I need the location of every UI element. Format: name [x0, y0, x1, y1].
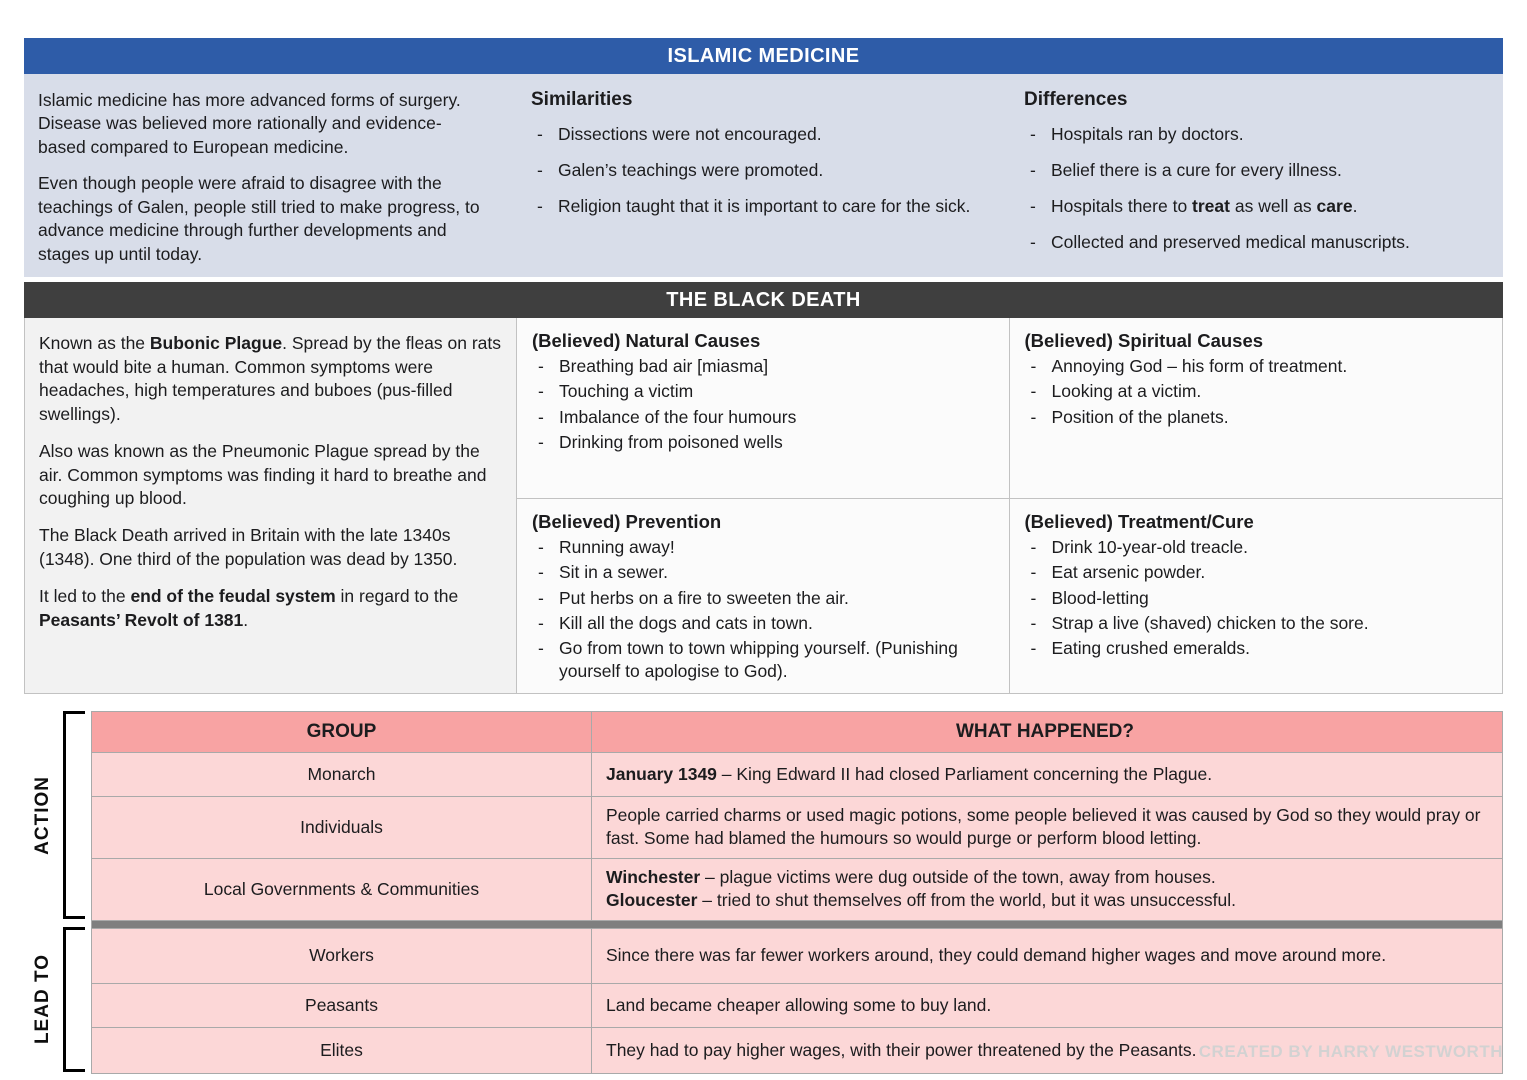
black-death-body	[24, 318, 1503, 694]
table-header-row	[92, 712, 1502, 752]
similarities-heading: Similarities	[531, 89, 633, 110]
description-cell	[592, 859, 1502, 920]
text-line: Winchester – plague victims were dug outside of the town, away from houses.	[606, 867, 1216, 888]
list-item: - Kill all the dogs and cats in town.	[532, 612, 995, 635]
group-column-header: GROUP	[92, 712, 592, 752]
list-item: - Belief there is a cure for every illness.	[1024, 159, 1493, 182]
list-item: - Annoying God – his form of treatment.	[1025, 355, 1489, 378]
list-item: - Go from town to town whipping yourself. (Punishing yourself to apologise to God).	[532, 637, 995, 683]
text-line: The Black Death arrived in Britain with the late 1340s (1348). One third of the population was dead by 1350.	[39, 525, 458, 569]
black-death-overview-column	[25, 318, 517, 693]
text-line: Gloucester – tried to shut themselves off from the world, but it was unsuccessful.	[606, 890, 1236, 911]
text-line: It led to the end of the feudal system in regard to the Peasants’ Revolt of 1381.	[39, 586, 459, 630]
text-line: Islamic medicine has more advanced forms of surgery. Disease was believed more rationally and evidence-based compared to European medicine.	[38, 90, 461, 157]
list-item: - Touching a victim	[532, 380, 995, 403]
text-line: They had to pay higher wages, with their power threatened by the Peasants.	[606, 1039, 1197, 1060]
islamic-medicine-title: ISLAMIC MEDICINE	[667, 44, 860, 67]
content	[24, 38, 1503, 1074]
list-item: - Looking at a victim.	[1025, 380, 1489, 403]
group-cell: Local Governments & Communities	[92, 859, 592, 920]
list-item: - Blood-letting	[1025, 587, 1489, 610]
islamic-medicine-body	[24, 74, 1503, 277]
differences-column	[1010, 87, 1503, 267]
list-item: - Collected and preserved medical manuscripts.	[1024, 231, 1493, 254]
list-item: - Hospitals there to treat as well as care.	[1024, 195, 1493, 218]
group-cell: Peasants	[92, 984, 592, 1027]
prevention-heading: (Believed) Prevention	[532, 511, 722, 533]
differences-heading: Differences	[1024, 89, 1128, 110]
list-item: - Dissections were not encouraged.	[531, 123, 996, 146]
text-line: People carried charms or used magic potions, some people believed it was caused by God so they would pray or fast. Some had blamed the humours so would purge or perform blood letting.	[606, 805, 1481, 849]
list-item: - Religion taught that it is important to care for the sick.	[531, 195, 996, 218]
text-line: Also was known as the Pneumonic Plague spread by the air. Common symptoms was finding it hard to breathe and coughing up blood.	[39, 441, 487, 508]
text-line: Land became cheaper allowing some to buy land.	[606, 994, 992, 1015]
black-death-header	[24, 282, 1503, 318]
black-death-grid	[517, 318, 1502, 693]
prevention-list	[532, 536, 995, 683]
group-divider	[92, 920, 1502, 928]
description-cell	[592, 753, 1502, 796]
islamic-medicine-header	[24, 38, 1503, 74]
group-cell: Individuals	[92, 797, 592, 858]
list-item: - Drinking from poisoned wells	[532, 431, 995, 454]
list-item: - Breathing bad air [miasma]	[532, 355, 995, 378]
spiritual-causes-list	[1025, 355, 1489, 428]
natural-causes-heading: (Believed) Natural Causes	[532, 330, 761, 352]
natural-causes-cell	[517, 318, 1010, 498]
what-happened-column-header: WHAT HAPPENED?	[955, 721, 1135, 743]
list-item: - Strap a live (shaved) chicken to the sore.	[1025, 612, 1489, 635]
table-row-local-governments	[92, 858, 1502, 920]
list-item: - Eating crushed emeralds.	[1025, 637, 1489, 660]
islamic-intro-column	[24, 87, 516, 267]
list-item: - Hospitals ran by doctors.	[1024, 123, 1493, 146]
action-label	[25, 711, 61, 919]
group-cell: Elites	[92, 1028, 592, 1073]
treatment-cure-cell	[1010, 498, 1503, 693]
description-cell	[592, 929, 1502, 983]
text-line: Even though people were afraid to disagree with the teachings of Galen, people still tried to make progress, to advance medicine through further developments and stages up until today.	[38, 173, 480, 264]
black-death-title: THE BLACK DEATH	[666, 288, 861, 311]
action-bracket	[63, 711, 85, 919]
group-cell: Monarch	[92, 753, 592, 796]
similarities-column	[516, 87, 1010, 267]
table-row-peasants	[92, 983, 1502, 1027]
description-cell	[592, 797, 1502, 858]
list-item: - Running away!	[532, 536, 995, 559]
list-item: - Put herbs on a fire to sweeten the air.	[532, 587, 995, 610]
description-cell	[592, 984, 1502, 1027]
list-item: - Sit in a sewer.	[532, 561, 995, 584]
lead-to-label	[25, 927, 61, 1072]
table-row-monarch	[92, 752, 1502, 796]
table-row-workers	[92, 928, 1502, 983]
groups-table	[91, 711, 1503, 1074]
text-line: January 1349 – King Edward II had closed Parliament concerning the Plague.	[606, 763, 1213, 784]
lead-to-label-text: LEAD TO	[32, 954, 53, 1045]
text-line: Since there was far fewer workers around, they could demand higher wages and move around more.	[606, 945, 1387, 966]
differences-list	[1024, 123, 1493, 254]
action-label-text: ACTION	[32, 775, 53, 855]
list-item: - Imbalance of the four humours	[532, 406, 995, 429]
natural-causes-list	[532, 355, 995, 453]
spiritual-causes-cell	[1010, 318, 1503, 498]
treatment-cure-heading: (Believed) Treatment/Cure	[1024, 511, 1254, 533]
list-item: - Galen’s teachings were promoted.	[531, 159, 996, 182]
treatment-cure-list	[1025, 536, 1489, 659]
lead-to-bracket	[63, 927, 85, 1072]
spiritual-causes-heading: (Believed) Spiritual Causes	[1024, 330, 1264, 352]
text-line: Known as the Bubonic Plague. Spread by the fleas on rats that would bite a human. Common symptoms were headaches, high temperatures and buboes (pus-filled swellings).	[39, 333, 502, 424]
watermark: CREATED BY HARRY WESTWORTH	[1198, 1042, 1503, 1061]
black-death-section	[24, 282, 1503, 694]
list-item: - Eat arsenic powder.	[1025, 561, 1489, 584]
list-item: - Position of the planets.	[1025, 406, 1489, 429]
impact-table-area	[32, 711, 1503, 1074]
similarities-list	[531, 123, 996, 218]
islamic-medicine-section	[24, 38, 1503, 277]
group-cell: Workers	[92, 929, 592, 983]
table-row-individuals	[92, 796, 1502, 858]
list-item: - Drink 10-year-old treacle.	[1025, 536, 1489, 559]
prevention-cell	[517, 498, 1010, 693]
